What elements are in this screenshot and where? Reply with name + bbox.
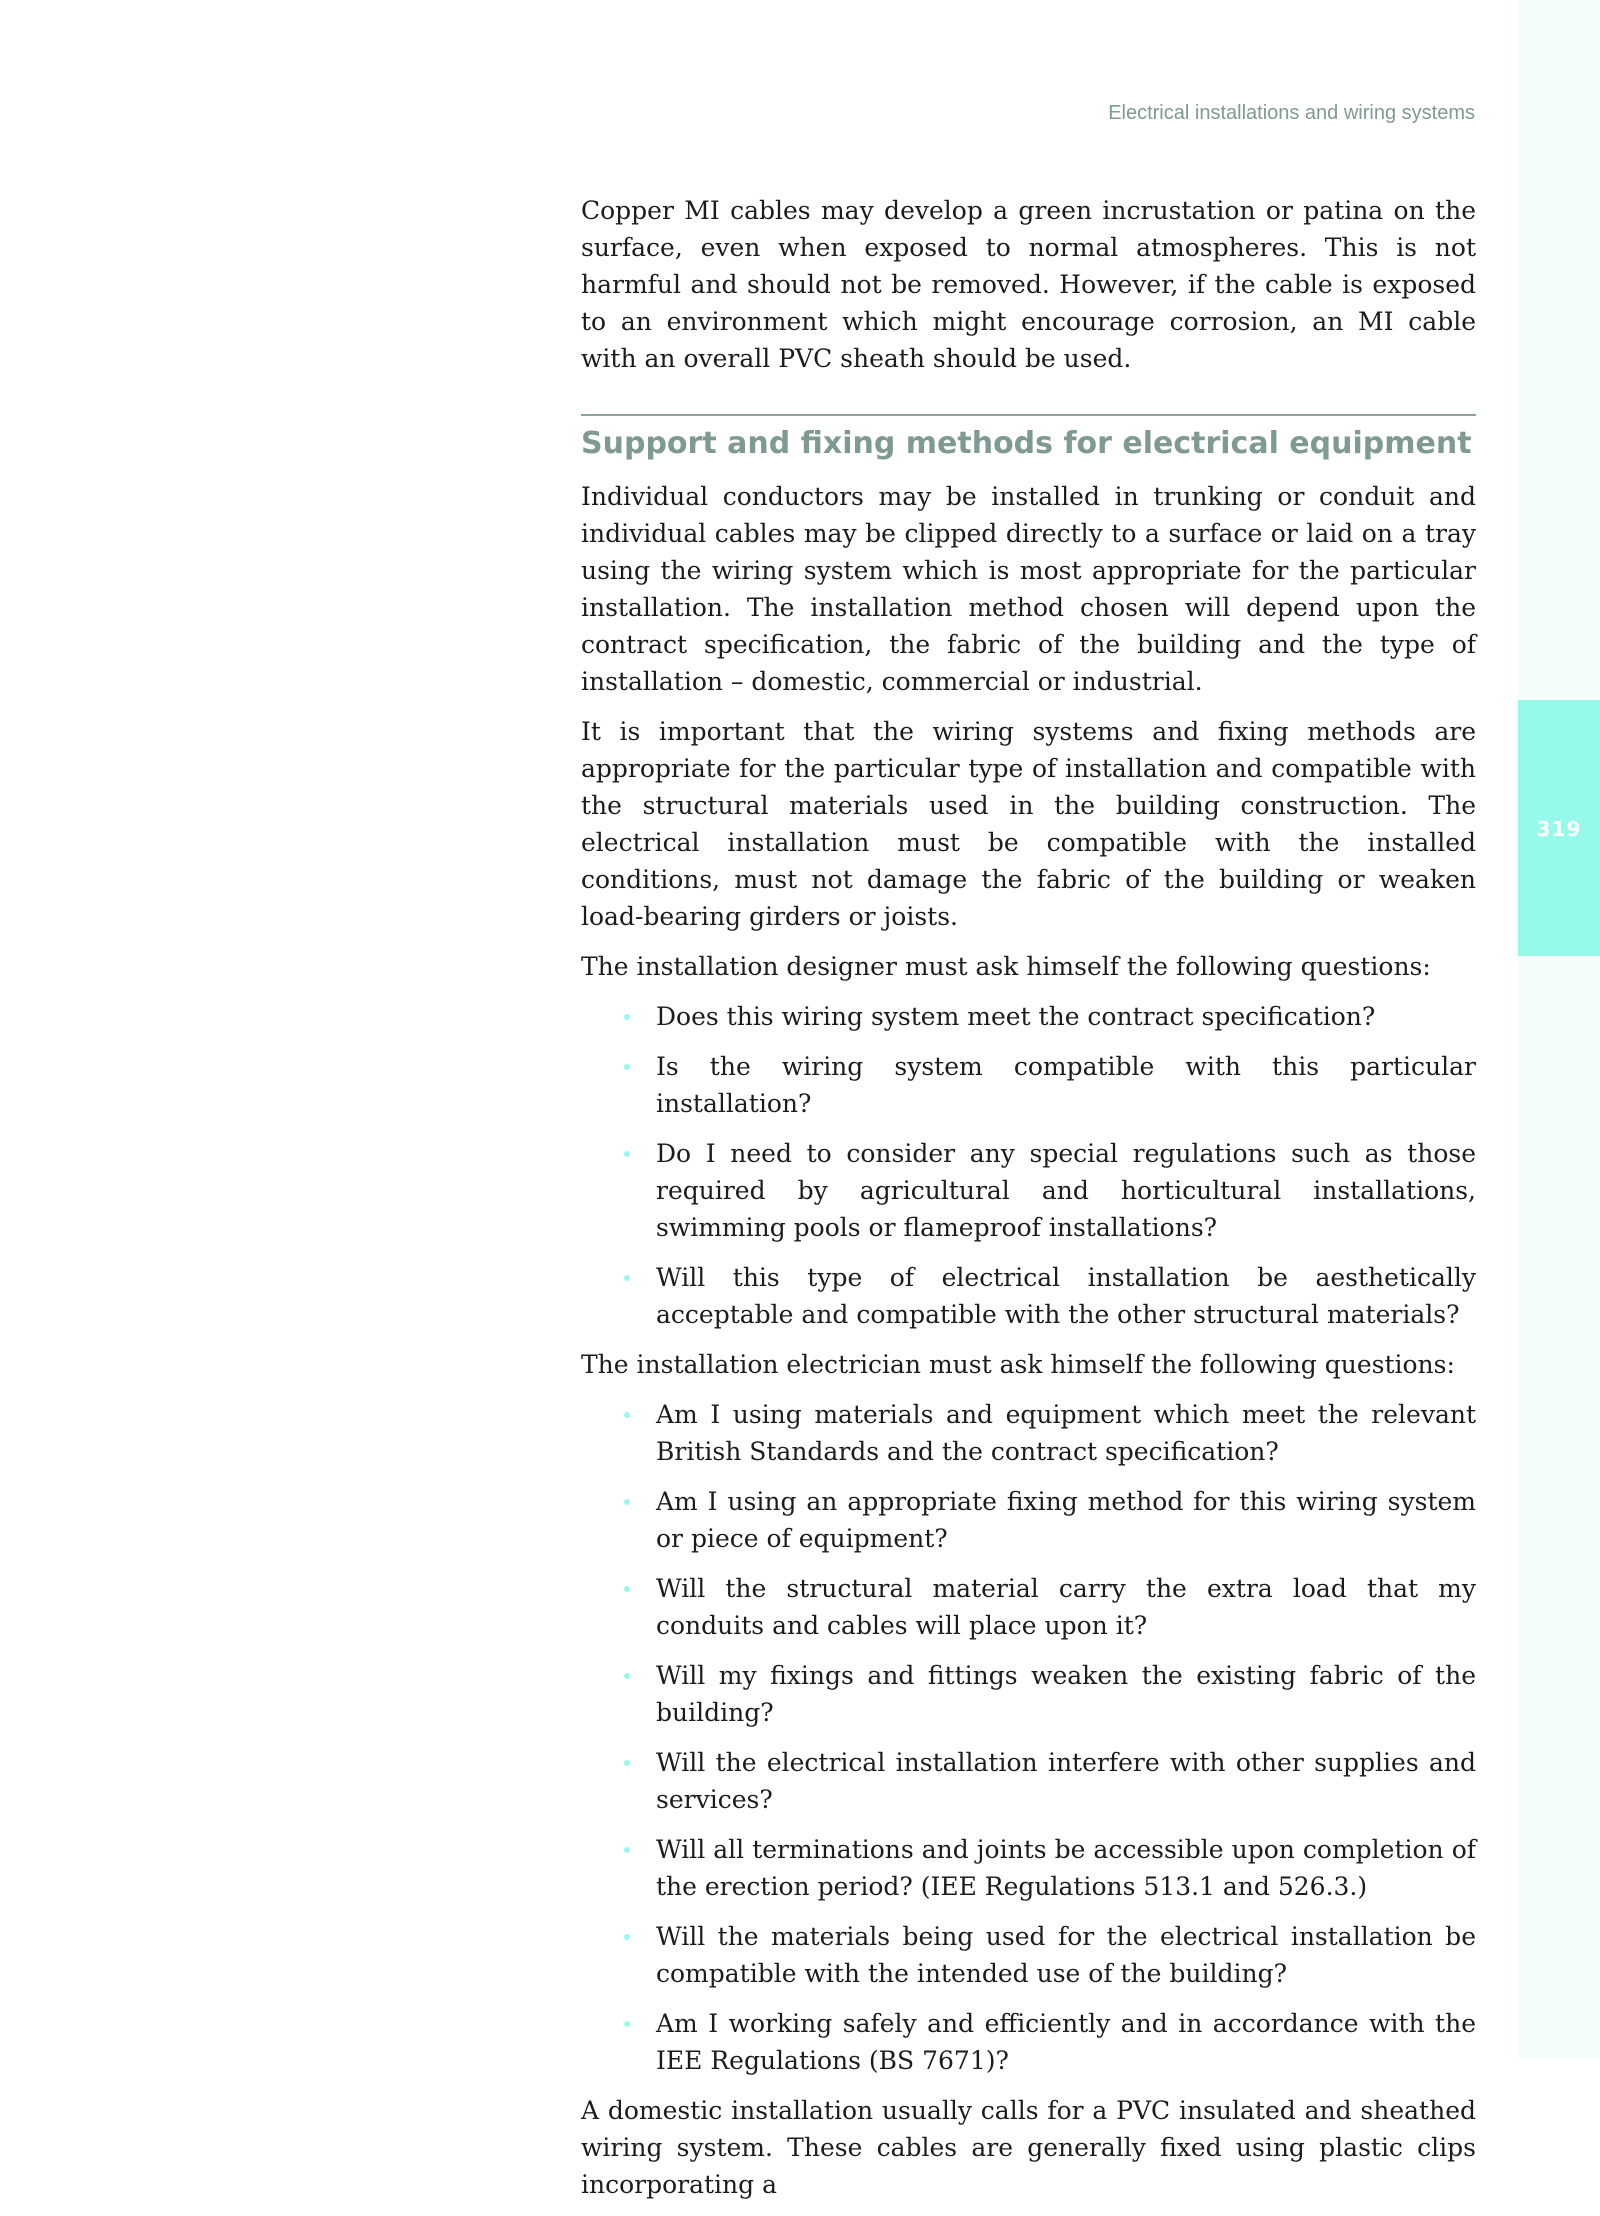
designer-questions-intro: The installation designer must ask himself the following questions: [581,952,1431,981]
list-item [656,1657,1476,1731]
designer-questions-list [581,998,1476,1333]
list-item [656,1744,1476,1818]
bullet-icon [624,2021,630,2027]
list-item [656,1259,1476,1333]
list-item-text: Will the structural material carry the extra load that my conduits and cables will place upon it? [656,1574,1476,1640]
list-item-text: Will the electrical installation interfere with other supplies and services? [656,1748,1476,1814]
bullet-icon [624,1275,630,1281]
bullet-icon [624,1673,630,1679]
list-item-text: Am I using materials and equipment which meet the relevant British Standards and the contract specification? [656,1400,1476,1466]
bullet-icon [624,1847,630,1853]
list-item [656,998,1476,1035]
list-item [656,1918,1476,1992]
list-item-text: Am I using an appropriate fixing method for this wiring system or piece of equipment? [656,1487,1476,1553]
bullet-icon [624,1760,630,1766]
list-item-text: Will all terminations and joints be accessible upon completion of the erection period? (IEE Regulations 513.1 and 526.3.) [656,1835,1476,1901]
bullet-icon [624,1412,630,1418]
page-number: 319 [1536,817,1582,841]
list-item-text: Is the wiring system compatible with this particular installation? [656,1052,1476,1118]
list-item [656,1048,1476,1122]
running-header: Electrical installations and wiring systems [1108,102,1475,124]
bullet-icon [624,1064,630,1070]
side-margin-strip [1518,0,1600,2058]
list-item-text: Am I working safely and efficiently and in accordance with the IEE Regulations (BS 7671)? [656,2009,1476,2075]
body-paragraph: It is important that the wiring systems and fixing methods are appropriate for the particular type of installation and compatible with the structural materials used in the building construction. The electrical installation must be compatible with the installed conditions, must not damage the fabric of the building or weaken load-bearing girders or joists. [581,717,1476,931]
section-heading: Support and fixing methods for electrical equipment [581,426,1472,461]
intro-paragraph: Copper MI cables may develop a green incrustation or patina on the surface, even when exposed to normal atmospheres. This is not harmful and should not be removed. However, if the cable is exposed to an environment which might encourage corrosion, an MI cable with an overall PVC sheath should be used. [581,196,1476,373]
bullet-icon [624,1499,630,1505]
closing-paragraph: A domestic installation usually calls for a PVC insulated and sheathed wiring system. These cables are generally fixed using plastic clips incorporating a [581,2096,1476,2199]
bullet-icon [624,1151,630,1157]
electrician-questions-list [581,1396,1476,2079]
bullet-icon [624,1586,630,1592]
list-item-text: Do I need to consider any special regulations such as those required by agricultural and horticultural installations, swimming pools or flameproof installations? [656,1139,1476,1242]
list-item [656,1570,1476,1644]
bullet-icon [624,1014,630,1020]
list-item [656,1396,1476,1470]
section-divider [581,414,1476,416]
body-paragraph: Individual conductors may be installed in trunking or conduit and individual cables may be clipped directly to a surface or laid on a tray using the wiring system which is most appropriate for the particular installation. The installation method chosen will depend upon the contract specification, the fabric of the building and the type of installation – domestic, commercial or industrial. [581,482,1476,696]
bullet-icon [624,1934,630,1940]
list-item [656,1135,1476,1246]
list-item-text: Will my fixings and fittings weaken the existing fabric of the building? [656,1661,1476,1727]
list-item-text: Will this type of electrical installation be aesthetically acceptable and compatible with the other structural materials? [656,1263,1476,1329]
main-content [581,192,1476,2216]
list-item [656,1483,1476,1557]
list-item [656,1831,1476,1905]
list-item [656,2005,1476,2079]
list-item-text: Does this wiring system meet the contract specification? [656,1002,1376,1031]
electrician-questions-intro: The installation electrician must ask himself the following questions: [581,1350,1455,1379]
list-item-text: Will the materials being used for the electrical installation be compatible with the intended use of the building? [656,1922,1476,1988]
